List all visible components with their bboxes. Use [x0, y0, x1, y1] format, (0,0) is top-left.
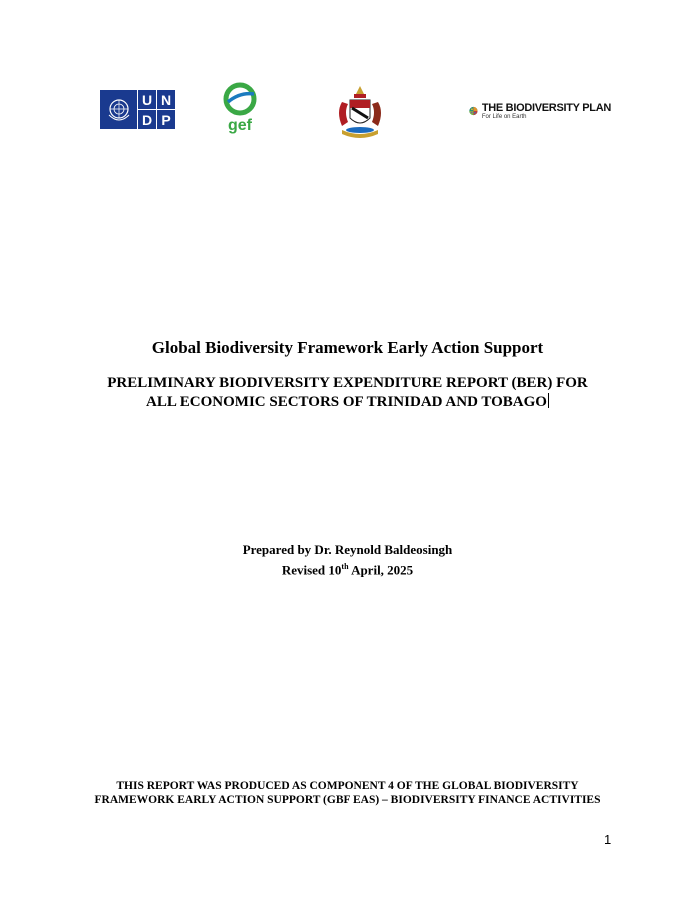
footer-note — [0, 779, 695, 807]
revision-prefix: Revised 10 — [281, 562, 342, 578]
report-title-line: PRELIMINARY BIODIVERSITY EXPENDITURE REPORT (BER) FOR — [107, 375, 588, 391]
revision-date — [0, 558, 695, 578]
prepared-by: Prepared by Dr. Reynold Baldeosingh — [242, 542, 453, 557]
un-emblem-icon — [100, 90, 137, 129]
trinidad-tobago-coat-of-arms-icon — [328, 82, 392, 142]
biodiversity-plan-title: THE BIODIVERSITY PLAN — [481, 102, 611, 114]
undp-letters — [138, 90, 175, 129]
report-title — [0, 374, 695, 412]
report-subtitle: Global Biodiversity Framework Early Action Support — [151, 338, 544, 357]
undp-letter: D — [138, 110, 156, 129]
biodiversity-plan-tagline: For Life on Earth — [481, 114, 527, 120]
undp-logo — [100, 90, 177, 129]
report-title-line-text: ALL ECONOMIC SECTORS OF TRINIDAD AND TOBAGO — [146, 394, 547, 410]
biodiversity-plan-logo — [469, 92, 611, 130]
author-block — [0, 541, 695, 578]
text-cursor — [548, 393, 549, 408]
svg-text:gef: gef — [228, 117, 252, 134]
undp-letter: N — [157, 90, 175, 109]
revision-superscript: th — [341, 562, 349, 571]
undp-letter: U — [138, 90, 156, 109]
report-title-line — [0, 393, 695, 412]
undp-letter: P — [157, 110, 175, 129]
footer-line: FRAMEWORK EARLY ACTION SUPPORT (GBF EAS) – BIODIVERSITY FINANCE ACTIVITIES — [94, 794, 601, 806]
page-number: 1 — [604, 832, 612, 847]
biodiversity-mosaic-icon — [469, 96, 478, 126]
revision-suffix: April, 2025 — [348, 562, 414, 578]
footer-line: THIS REPORT WAS PRODUCED AS COMPONENT 4 OF THE GLOBAL BIODIVERSITY — [116, 780, 579, 792]
gef-logo — [220, 82, 260, 134]
